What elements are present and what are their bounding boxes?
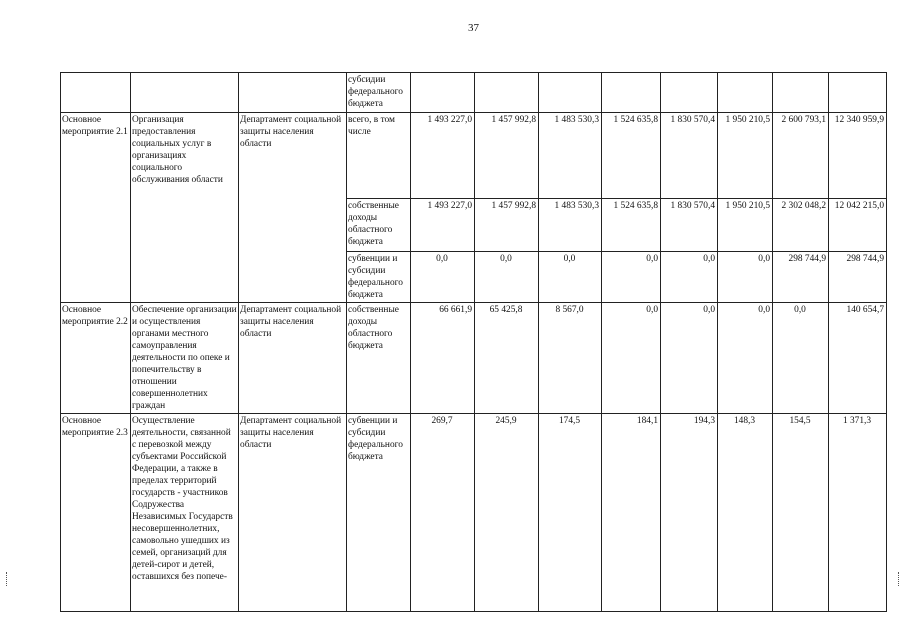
measure-cell: Основное мероприятие 2.2	[61, 303, 131, 414]
value-cell: 0,0	[475, 252, 539, 303]
value-cell: 1 457 992,8	[475, 113, 539, 199]
value-cell	[411, 73, 475, 113]
source-cell: субвенции и субсидии федерального бюджета	[347, 252, 411, 303]
value-cell: 1 830 570,4	[661, 199, 718, 252]
name-cell: Организация предоставления социальных услуг в организациях социального обслуживания области	[131, 113, 239, 303]
table-row	[61, 303, 887, 414]
budget-table	[60, 72, 887, 612]
value-cell: 140 654,7	[829, 303, 887, 414]
value-cell: 194,3	[661, 414, 718, 612]
executor-cell: Департамент социальной защиты населения области	[239, 113, 347, 303]
value-cell: 1 524 635,8	[602, 113, 661, 199]
value-cell: 298 744,9	[829, 252, 887, 303]
value-cell: 1 524 635,8	[602, 199, 661, 252]
value-cell: 12 042 215,0	[829, 199, 887, 252]
table-row	[61, 414, 887, 612]
value-cell: 2 600 793,1	[773, 113, 829, 199]
value-cell: 1 830 570,4	[661, 113, 718, 199]
scan-edge-mark	[898, 572, 901, 586]
value-cell: 0,0	[773, 303, 829, 414]
table-row	[61, 113, 887, 199]
name-cell: Обеспечение организации и осуществления органами местного самоуправления деятельности по опеке и попечительству в отношении совершеннолетних граждан	[131, 303, 239, 414]
value-cell: 1 457 992,8	[475, 199, 539, 252]
value-cell: 154,5	[773, 414, 829, 612]
value-cell: 1 950 210,5	[718, 199, 773, 252]
executor-cell	[239, 73, 347, 113]
value-cell: 0,0	[661, 303, 718, 414]
value-cell: 1 483 530,3	[539, 113, 602, 199]
executor-cell: Департамент социальной защиты населения области	[239, 303, 347, 414]
value-cell: 1 371,3	[829, 414, 887, 612]
value-cell: 0,0	[539, 252, 602, 303]
value-cell	[718, 73, 773, 113]
value-cell: 245,9	[475, 414, 539, 612]
value-cell: 0,0	[661, 252, 718, 303]
value-cell: 0,0	[411, 252, 475, 303]
value-cell	[661, 73, 718, 113]
scan-edge-mark	[6, 572, 9, 586]
source-cell: субсидии федерального бюджета	[347, 73, 411, 113]
value-cell: 2 302 048,2	[773, 199, 829, 252]
value-cell: 1 950 210,5	[718, 113, 773, 199]
value-cell: 184,1	[602, 414, 661, 612]
value-cell: 12 340 959,9	[829, 113, 887, 199]
value-cell: 8 567,0	[539, 303, 602, 414]
value-cell: 66 661,9	[411, 303, 475, 414]
value-cell: 174,5	[539, 414, 602, 612]
source-cell: субвенции и субсидии федерального бюджета	[347, 414, 411, 612]
value-cell: 0,0	[602, 303, 661, 414]
value-cell: 1 493 227,0	[411, 199, 475, 252]
table-row	[61, 73, 887, 113]
source-cell: всего, в том числе	[347, 113, 411, 199]
value-cell: 269,7	[411, 414, 475, 612]
value-cell: 298 744,9	[773, 252, 829, 303]
value-cell	[475, 73, 539, 113]
name-cell	[131, 73, 239, 113]
measure-cell: Основное мероприятие 2.3	[61, 414, 131, 612]
page-number: 37	[468, 22, 479, 34]
name-cell: Осуществление деятельности, связанной с перевозкой между субъектами Российской Федерации, а также в пределах территорий государств - участников Содружества Независимых Государств несовершеннолетних, самовольно ушедших из семей, организаций для детей-сирот и детей, оставшихся без попече-	[131, 414, 239, 612]
measure-cell	[61, 73, 131, 113]
value-cell	[539, 73, 602, 113]
value-cell: 1 493 227,0	[411, 113, 475, 199]
value-cell: 0,0	[718, 303, 773, 414]
source-cell: собственные доходы областного бюджета	[347, 199, 411, 252]
measure-cell: Основное мероприятие 2.1	[61, 113, 131, 303]
value-cell	[773, 73, 829, 113]
value-cell: 0,0	[718, 252, 773, 303]
value-cell	[602, 73, 661, 113]
executor-cell: Департамент социальной защиты населения области	[239, 414, 347, 612]
value-cell	[829, 73, 887, 113]
value-cell: 1 483 530,3	[539, 199, 602, 252]
source-cell: собственные доходы областного бюджета	[347, 303, 411, 414]
value-cell: 65 425,8	[475, 303, 539, 414]
value-cell: 148,3	[718, 414, 773, 612]
value-cell: 0,0	[602, 252, 661, 303]
